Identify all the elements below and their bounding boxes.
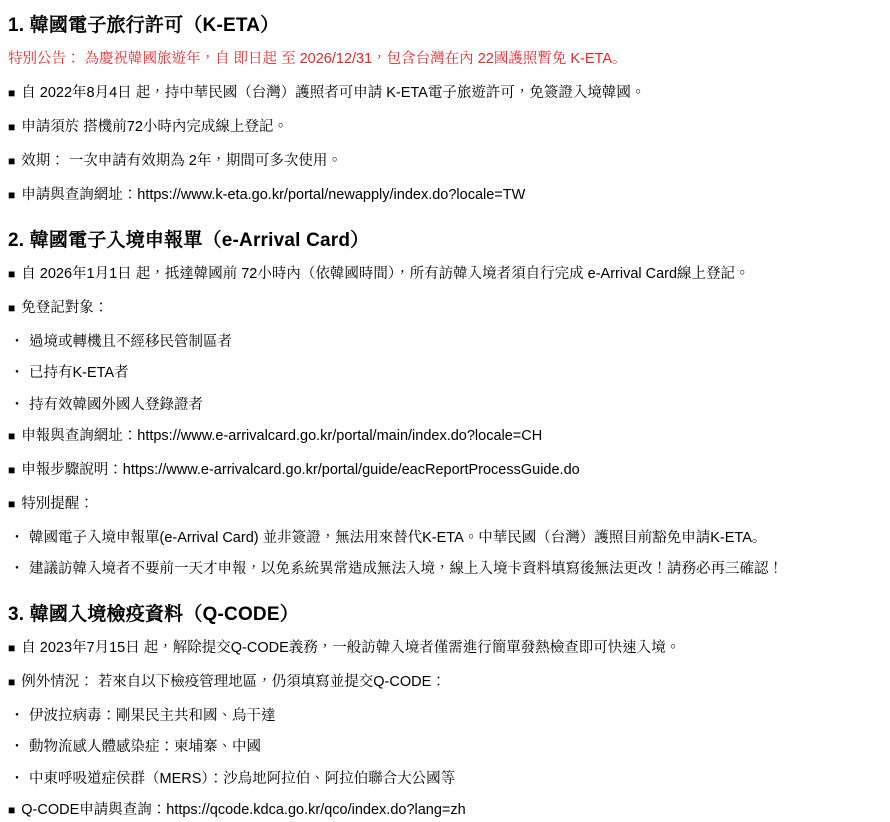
square-bullet-icon: ■ <box>8 496 16 511</box>
square-bullet-icon: ■ <box>8 675 16 690</box>
list-item-text: 動物流感人體感染症：柬埔寨、中國 <box>29 739 261 756</box>
list-item-text: 中東呼吸道症侯群（MERS）：沙烏地阿拉伯、阿拉伯聯合大公國等 <box>29 770 456 787</box>
list-item <box>8 493 878 516</box>
list-item-text: 申請與查詢網址：https://www.k-eta.go.kr/portal/newapply/index.do?locale=TW <box>21 186 526 203</box>
list-item-text: 自 2026年1月1日 起，抵達韓國前 72小時內（依韓國時間），所有訪韓入境者須自行完成 e-Arrival Card線上登記。 <box>21 266 750 283</box>
square-bullet-icon: ■ <box>8 301 16 316</box>
list-item-text: 效期： 一次申請有效期為 2年，期間可多次使用。 <box>21 153 342 170</box>
list-item-text: 申請須於 搭機前72小時內完成線上登記。 <box>21 119 288 136</box>
list-item-text: 伊波拉病毒：剛果民主共和國、烏干達 <box>29 707 276 724</box>
list-item-text: 例外情況： 若來自以下檢疫管理地區，仍須填寫並提交Q-CODE： <box>21 674 446 691</box>
dot-bullet-icon: ・ <box>10 332 24 349</box>
section-q-code <box>8 603 878 822</box>
dot-bullet-icon: ・ <box>10 528 24 545</box>
list-item-text: 申報步驟說明：https://www.e-arrivalcard.go.kr/portal/guide/eacReportProcessGuide.do <box>21 462 580 479</box>
square-bullet-icon: ■ <box>8 86 16 101</box>
list-item-url <box>8 184 878 207</box>
special-notice: 特別公告： 為慶祝韓國旅遊年，自 即日起 至 2026/12/31，包含台灣在內 22國護照暫免 K-ETA。 <box>8 50 627 67</box>
list-item <box>8 116 878 139</box>
dot-bullet-icon: ・ <box>10 560 24 577</box>
list-item-text: 韓國電子入境申報單(e-Arrival Card) 並非簽證，無法用來替代K-ETA。中華民國（台灣）護照目前豁免申請K-ETA。 <box>29 529 767 546</box>
list-item <box>8 527 878 549</box>
square-bullet-icon: ■ <box>8 463 16 478</box>
square-bullet-icon: ■ <box>8 154 16 169</box>
list-item-url <box>8 425 878 448</box>
list-item-url <box>8 459 878 482</box>
list-item <box>8 150 878 173</box>
list-item-text: 免登記對象： <box>21 300 109 317</box>
dot-bullet-icon: ・ <box>10 738 24 755</box>
list-item <box>8 82 878 105</box>
dot-bullet-icon: ・ <box>10 706 24 723</box>
list-item-text: 持有效韓國外國人登錄證者 <box>29 396 203 413</box>
list-item-text: 自 2023年7月15日 起，解除提交Q-CODE義務，一般訪韓入境者僅需進行簡單發熱檢查即可快速入境。 <box>21 640 681 657</box>
dot-bullet-icon: ・ <box>10 395 24 412</box>
list-item-text: Q-CODE申請與查詢：https://qcode.kdca.go.kr/qco/index.do?lang=zh <box>21 802 466 819</box>
list-item-text: 建議訪韓入境者不要前一天才申報，以免系統異常造成無法入境，線上入境卡資料填寫後無法更改！請務必再三確認！ <box>29 561 783 578</box>
list-item <box>8 331 878 353</box>
square-bullet-icon: ■ <box>8 641 16 656</box>
list-item <box>8 671 878 694</box>
list-item-text: 自 2022年8月4日 起，持中華民國（台灣）護照者可申請 K-ETA電子旅遊許可，免簽證入境韓國。 <box>21 85 646 102</box>
square-bullet-icon: ■ <box>8 187 16 202</box>
section-k-eta <box>8 14 878 207</box>
list-item <box>8 394 878 416</box>
list-item <box>8 263 878 286</box>
list-item <box>8 705 878 727</box>
section-title: 2. 韓國電子入境申報單（e-Arrival Card） <box>8 229 370 251</box>
list-item-text: 過境或轉機且不經移民管制區者 <box>29 333 232 350</box>
dot-bullet-icon: ・ <box>10 769 24 786</box>
square-bullet-icon: ■ <box>8 803 16 818</box>
list-item-text: 特別提醒： <box>21 495 94 512</box>
section-title: 1. 韓國電子旅行許可（K-ETA） <box>8 15 280 36</box>
square-bullet-icon: ■ <box>8 120 16 135</box>
list-item-text: 申報與查詢網址：https://www.e-arrivalcard.go.kr/portal/main/index.do?locale=CH <box>21 428 543 445</box>
square-bullet-icon: ■ <box>8 267 16 282</box>
list-item-text: 已持有K-ETA者 <box>29 365 129 382</box>
section-title: 3. 韓國入境檢疫資料（Q-CODE） <box>8 603 299 625</box>
list-item <box>8 768 878 790</box>
list-item <box>8 297 878 320</box>
list-item <box>8 558 878 580</box>
list-item-url <box>8 799 878 822</box>
section-e-arrival-card <box>8 229 878 581</box>
list-item <box>8 362 878 384</box>
list-item <box>8 637 878 660</box>
square-bullet-icon: ■ <box>8 429 16 444</box>
dot-bullet-icon: ・ <box>10 364 24 381</box>
